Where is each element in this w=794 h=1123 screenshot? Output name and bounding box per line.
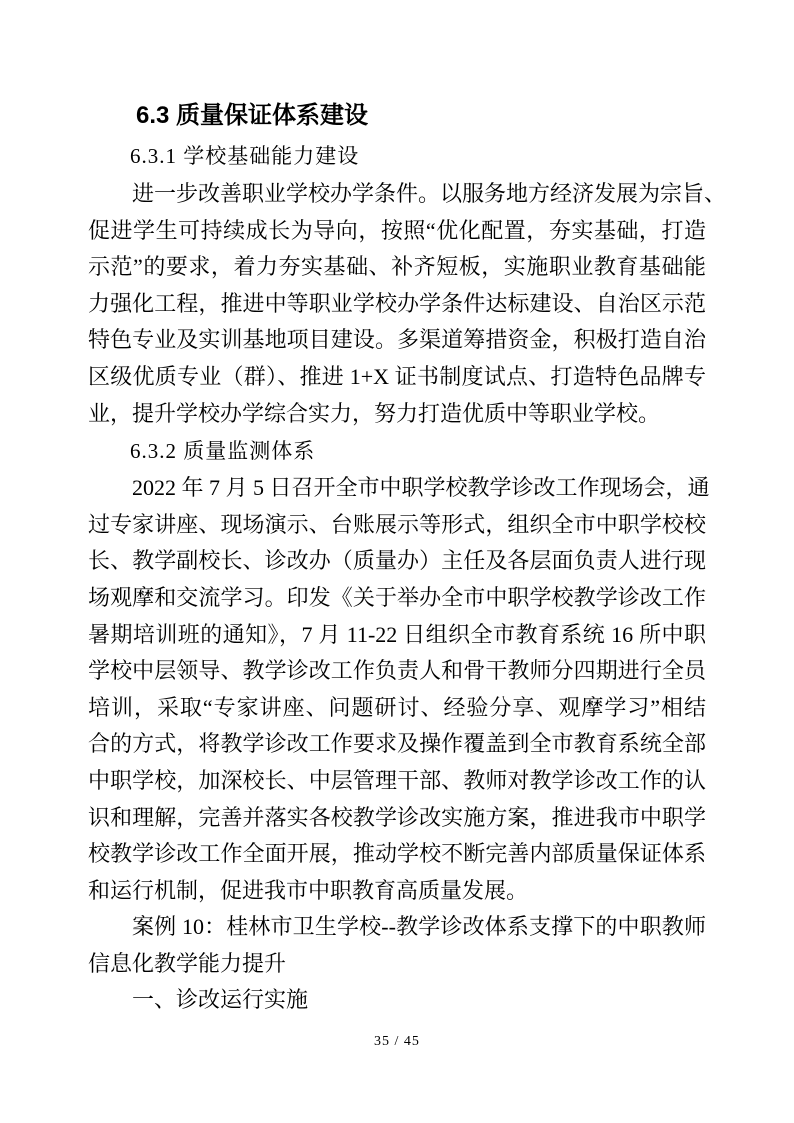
- text-line: 业，提升学校办学综合实力，努力打造优质中等职业学校。: [88, 400, 661, 426]
- text-line: 学校中层领导、教学诊改工作负责人和骨干教师分四期进行全员: [88, 658, 706, 684]
- document-content: [88, 96, 727, 1019]
- text-line: 信息化教学能力提升: [88, 950, 287, 976]
- text-line: 力强化工程，推进中等职业学校办学条件达标建设、自治区示范: [88, 290, 706, 316]
- text-line: 一、诊改运行实施: [132, 987, 309, 1013]
- text-line: 案例 10：桂林市卫生学校--教学诊改体系支撑下的中职教师: [132, 914, 706, 940]
- page-number: 35 / 45: [374, 1034, 420, 1049]
- paragraph-case-10: [88, 909, 706, 982]
- text-line: 促进学生可持续成长为导向，按照“优化配置，夯实基础，打造: [88, 217, 706, 243]
- section-heading: 6.3 质量保证体系建设: [136, 102, 369, 129]
- text-line: 长、教学副校长、诊改办（质量办）主任及各层面负责人进行现: [88, 548, 706, 574]
- text-line: 校教学诊改工作全面开展，推动学校不断完善内部质量保证体系: [88, 841, 706, 867]
- text-line: 识和理解，完善并落实各校教学诊改实施方案，推进我市中职学: [88, 804, 706, 830]
- text-line: 进一步改善职业学校办学条件。以服务地方经济发展为宗旨、: [132, 181, 727, 206]
- paragraph-quality-monitoring: [88, 470, 710, 909]
- text-line: 中职学校，加深校长、中层管理干部、教师对教学诊改工作的认: [88, 767, 706, 793]
- text-line: 过专家讲座、现场演示、台账展示等形式，组织全市中职学校校: [88, 511, 706, 537]
- text-line: 2022 年 7 月 5 日召开全市中职学校教学诊改工作现场会，通: [132, 475, 710, 501]
- paragraph-school-capacity: [88, 176, 727, 432]
- text-line: 示范”的要求，着力夯实基础、补齐短板，实施职业教育基础能: [88, 254, 706, 280]
- text-line: 区级优质专业（群）、推进 1+X 证书制度试点、打造特色品牌专: [88, 363, 706, 389]
- text-line: 特色专业及实训基地项目建设。多渠道筹措资金，积极打造自治: [88, 327, 706, 353]
- subsection-heading-school-capacity: 6.3.1 学校基础能力建设: [130, 144, 360, 168]
- text-line: 培训，采取“专家讲座、问题研讨、经验分享、观摩学习”相结: [88, 694, 707, 720]
- text-line: 暑期培训班的通知》，7 月 11-22 日组织全市教育系统 16 所中职: [88, 621, 706, 647]
- text-line: 合的方式，将教学诊改工作要求及操作覆盖到全市教育系统全部: [88, 731, 706, 757]
- text-line: 和运行机制，促进我市中职教育高质量发展。: [88, 877, 529, 903]
- subsection-heading-quality-monitoring: 6.3.2 质量监测体系: [130, 439, 316, 464]
- paragraph-diagnosis-implementation: [88, 982, 706, 1019]
- text-line: 场观摩和交流学习。印发《关于举办全市中职学校教学诊改工作: [88, 584, 706, 610]
